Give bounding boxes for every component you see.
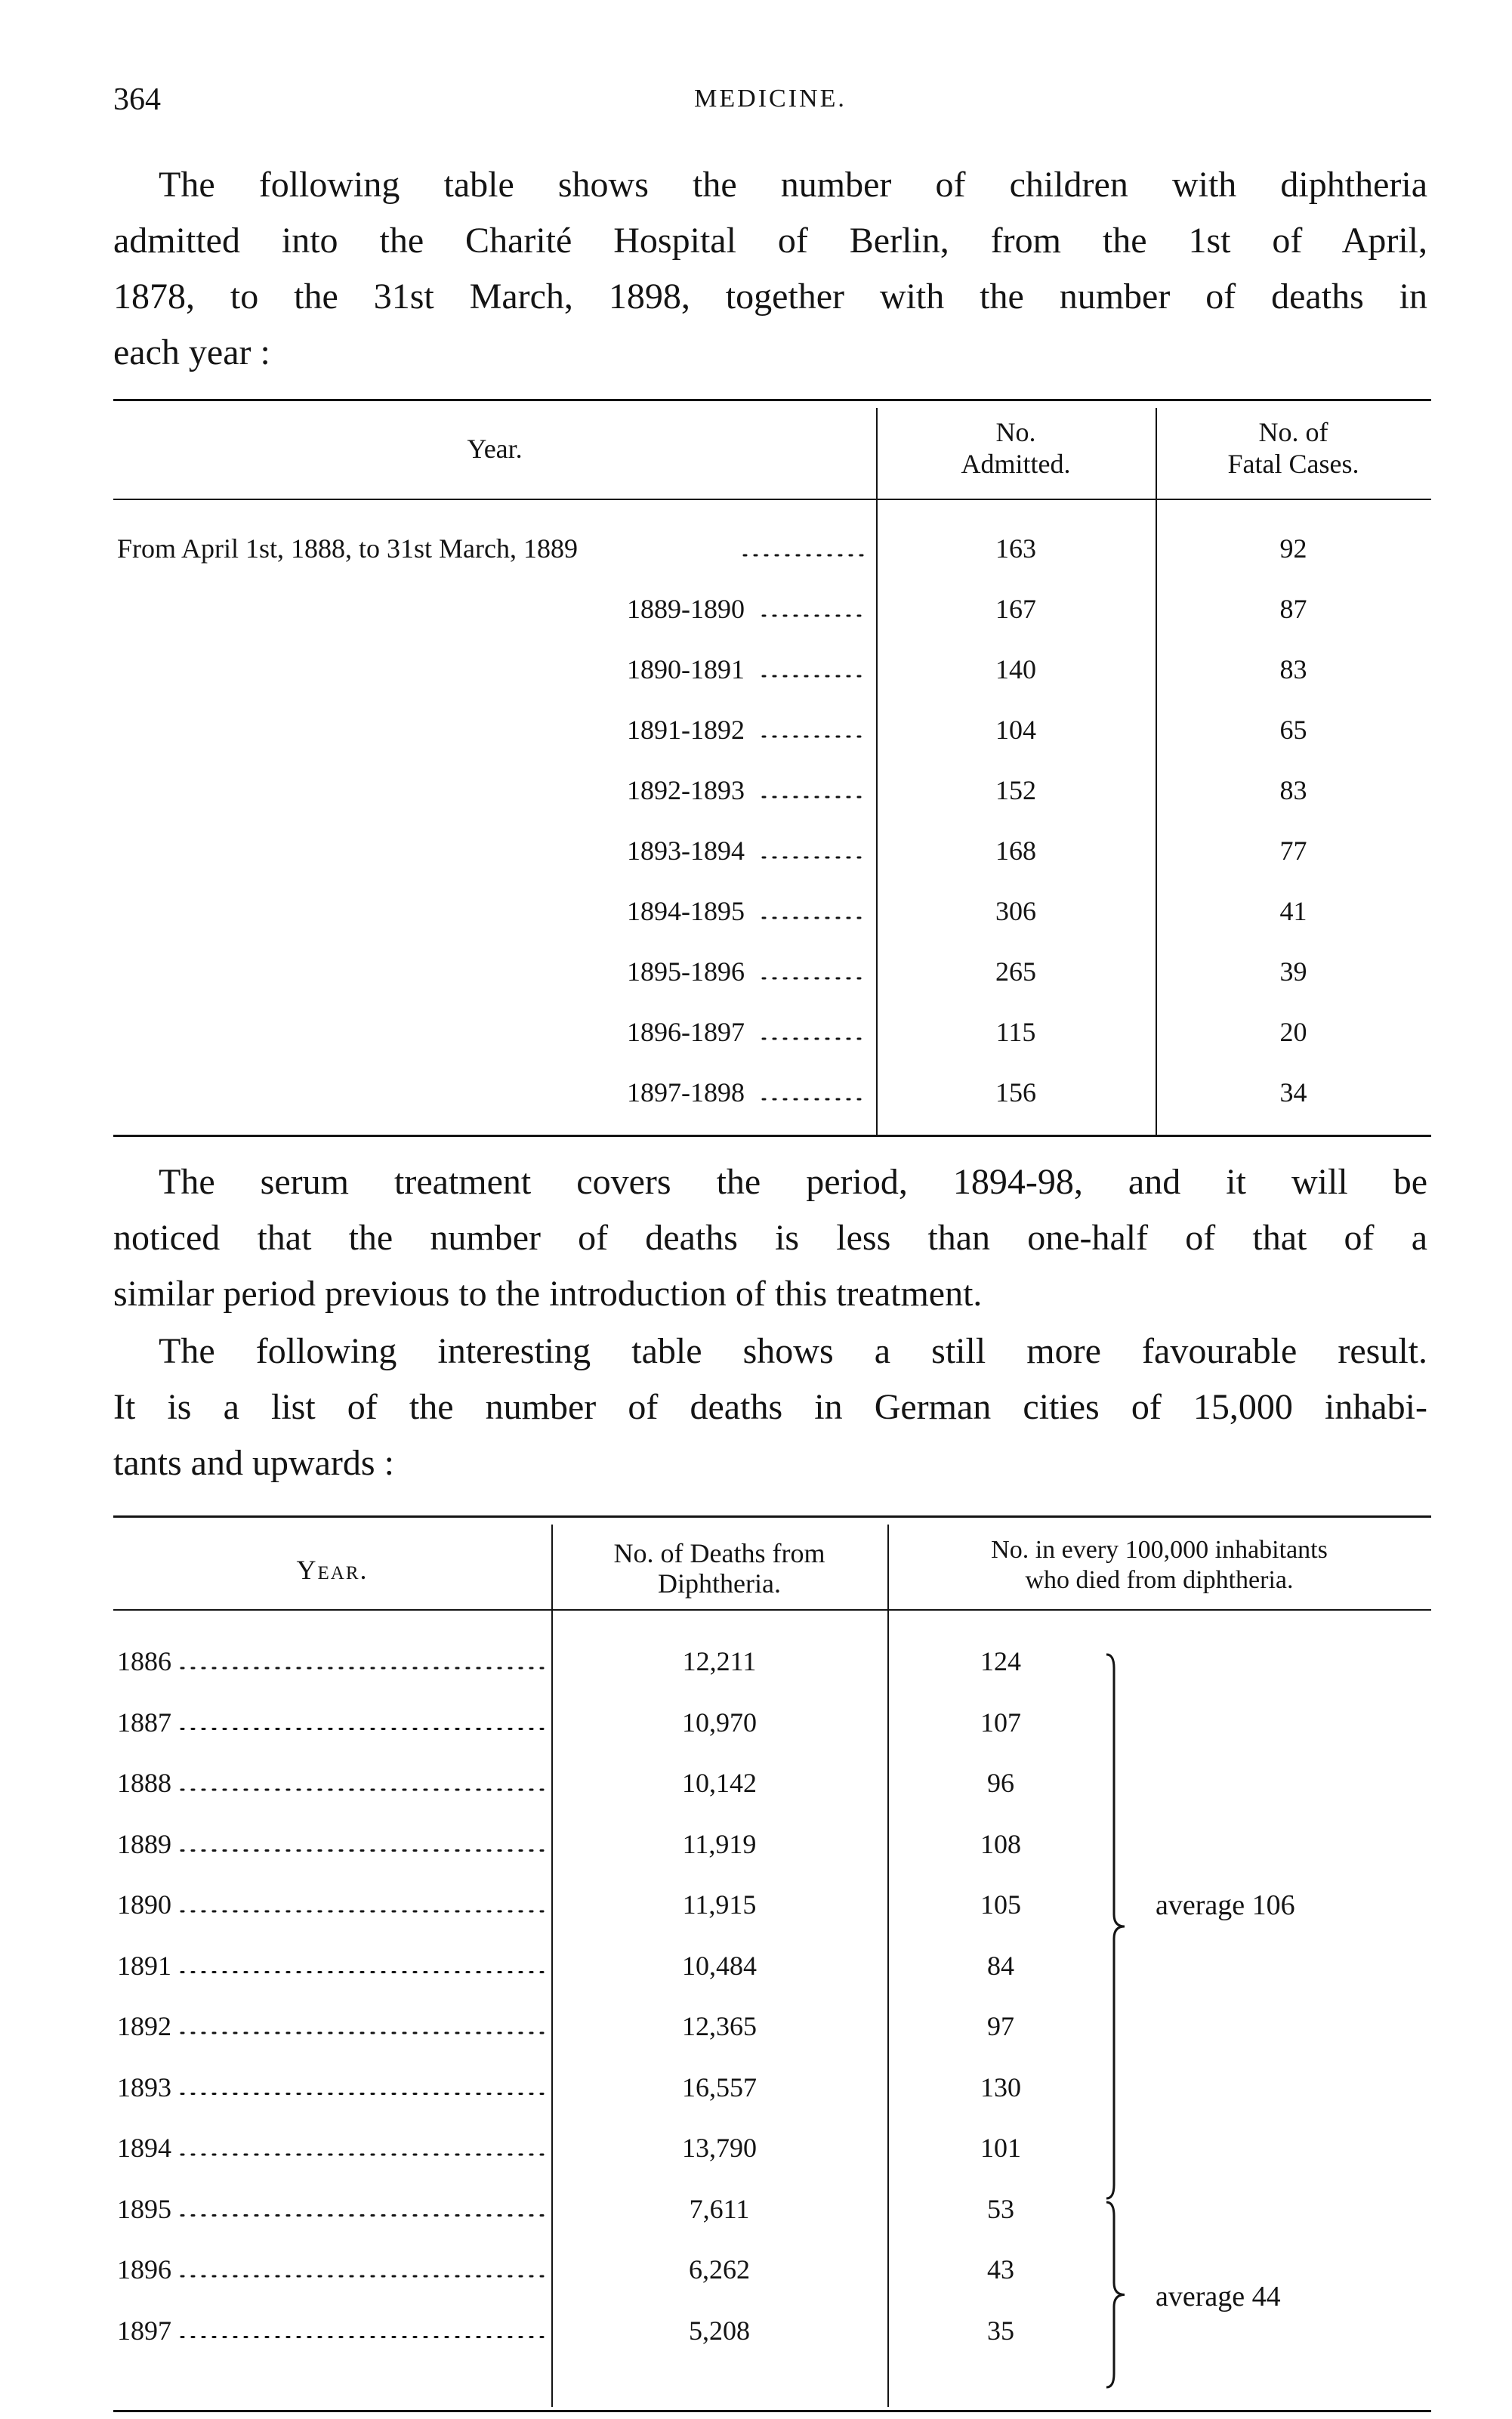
row-year-label: 1897 — [117, 2315, 171, 2346]
deaths-value: 10,142 — [682, 1768, 757, 1798]
deaths-value: 7,611 — [689, 2193, 750, 2224]
table-top-rule — [113, 399, 1431, 401]
fatal-value: 83 — [1279, 775, 1307, 805]
text-line: tants and upwards : — [113, 1443, 394, 1483]
deaths-value: 16,557 — [682, 2071, 757, 2102]
per100k-value: 53 — [987, 2193, 1014, 2224]
per100k-value: 130 — [980, 2071, 1021, 2102]
row-year-label: 1895 — [117, 2193, 171, 2224]
table-top-rule — [113, 1515, 1431, 1518]
fatal-value: 41 — [1279, 896, 1307, 926]
running-head — [113, 82, 1427, 127]
column-header-admitted: No. — [995, 417, 1036, 447]
middle-paragraph — [113, 1154, 1427, 1322]
row-year-label: 1888 — [117, 1768, 171, 1798]
fatal-value: 77 — [1279, 836, 1307, 866]
row-year-label: 1889-1890 — [627, 594, 745, 624]
column-header-deaths: Diphtheria. — [658, 1568, 781, 1599]
per100k-value: 105 — [980, 1889, 1021, 1920]
column-header-per100k: No. in every 100,000 inhabitants — [991, 1536, 1328, 1564]
per100k-value: 97 — [987, 2011, 1014, 2041]
column-header-deaths: No. of Deaths from — [613, 1538, 825, 1568]
deaths-value: 12,211 — [682, 1646, 757, 1676]
text-line: each year : — [113, 332, 270, 372]
admitted-value: 156 — [995, 1077, 1036, 1108]
admitted-value: 140 — [995, 654, 1036, 684]
deaths-value: 10,484 — [682, 1950, 757, 1981]
row-year-label: From April 1st, 1888, to 31st March, 1889 — [117, 533, 578, 564]
fatal-value: 83 — [1279, 654, 1307, 684]
deaths-value: 5,208 — [689, 2315, 750, 2346]
deaths-value: 11,915 — [682, 1889, 757, 1920]
text-line: admitted into the Charité Hospital of Berlin, from the 1st of April, — [113, 221, 1427, 261]
row-year-label: 1896-1897 — [627, 1017, 745, 1047]
per100k-value: 43 — [987, 2254, 1014, 2285]
admitted-value: 115 — [995, 1017, 1036, 1047]
table-bottom-rule — [113, 2410, 1431, 2412]
per100k-value: 108 — [980, 1828, 1021, 1859]
text-line: The following table shows the number of children with diphtheria — [159, 165, 1427, 205]
row-year-label: 1887 — [117, 1707, 171, 1738]
column-divider — [887, 1525, 889, 2407]
row-year-label: 1890-1891 — [627, 654, 745, 684]
text-line: 1878, to the 31st March, 1898, together with the number of deaths in — [113, 277, 1427, 317]
admitted-value: 168 — [995, 836, 1036, 866]
fatal-value: 92 — [1279, 533, 1307, 564]
text-line: The following interesting table shows a still more favourable result. — [159, 1331, 1427, 1371]
row-year-label: 1897-1898 — [627, 1077, 745, 1108]
table-bottom-rule — [113, 1135, 1431, 1137]
row-year-label: 1894-1895 — [627, 896, 745, 926]
column-header-fatal: Fatal Cases. — [1227, 449, 1359, 479]
row-year-label: 1891 — [117, 1950, 171, 1981]
average-label: average 106 — [1156, 1889, 1295, 1921]
header-rule — [113, 499, 1431, 500]
fatal-value: 87 — [1279, 594, 1307, 624]
fatal-value: 65 — [1279, 715, 1307, 745]
average-label: average 44 — [1156, 2281, 1281, 2312]
deaths-value: 13,790 — [682, 2133, 757, 2163]
column-header-fatal: No. of — [1258, 417, 1328, 447]
column-header-admitted: Admitted. — [961, 449, 1071, 479]
per100k-value: 96 — [987, 1768, 1014, 1798]
deaths-value: 10,970 — [682, 1707, 757, 1738]
brace-1886-1894 — [1106, 1654, 1125, 2198]
admitted-value: 104 — [995, 715, 1036, 745]
row-year-label: 1890 — [117, 1889, 171, 1920]
fatal-value: 20 — [1279, 1017, 1307, 1047]
per100k-value: 124 — [980, 1646, 1021, 1676]
row-year-label: 1893-1894 — [627, 836, 745, 866]
per100k-value: 107 — [980, 1707, 1021, 1738]
second-paragraph — [113, 1324, 1427, 1491]
row-year-label: 1895-1896 — [627, 956, 745, 987]
deaths-value: 11,919 — [682, 1828, 757, 1859]
admitted-value: 163 — [995, 533, 1036, 564]
text-line: similar period previous to the introduction of this treatment. — [113, 1274, 983, 1314]
running-title: MEDICINE. — [694, 85, 847, 113]
deaths-value: 12,365 — [682, 2011, 757, 2041]
page-number: 364 — [113, 82, 161, 117]
row-year-label: 1894 — [117, 2133, 171, 2163]
text-line: It is a list of the number of deaths in German cities of 15,000 inhabi- — [113, 1387, 1427, 1427]
text-line: The serum treatment covers the period, 1894-98, and it will be — [159, 1162, 1427, 1202]
brace-1895-1897 — [1106, 2202, 1125, 2387]
admitted-value: 152 — [995, 775, 1036, 805]
admitted-value: 167 — [995, 594, 1036, 624]
column-header-year: Year. — [296, 1555, 369, 1585]
row-year-label: 1893 — [117, 2071, 171, 2102]
column-header-year: Year. — [467, 434, 523, 464]
intro-paragraph — [113, 157, 1427, 381]
admitted-value: 306 — [995, 896, 1036, 926]
per100k-value: 35 — [987, 2315, 1014, 2346]
row-year-label: 1892-1893 — [627, 775, 745, 805]
per100k-value: 101 — [980, 2133, 1021, 2163]
row-year-label: 1889 — [117, 1828, 171, 1859]
per100k-value: 84 — [987, 1950, 1014, 1981]
text-line: noticed that the number of deaths is less than one-half of that of a — [113, 1218, 1427, 1258]
row-year-label: 1891-1892 — [627, 715, 745, 745]
deaths-value: 6,262 — [689, 2254, 750, 2285]
admitted-value: 265 — [995, 956, 1036, 987]
header-rule — [113, 1609, 1431, 1611]
row-year-label: 1892 — [117, 2011, 171, 2041]
fatal-value: 34 — [1279, 1077, 1307, 1108]
row-year-label: 1896 — [117, 2254, 171, 2285]
column-header-per100k: who died from diphtheria. — [1025, 1566, 1294, 1594]
row-year-label: 1886 — [117, 1646, 171, 1676]
fatal-value: 39 — [1279, 956, 1307, 987]
